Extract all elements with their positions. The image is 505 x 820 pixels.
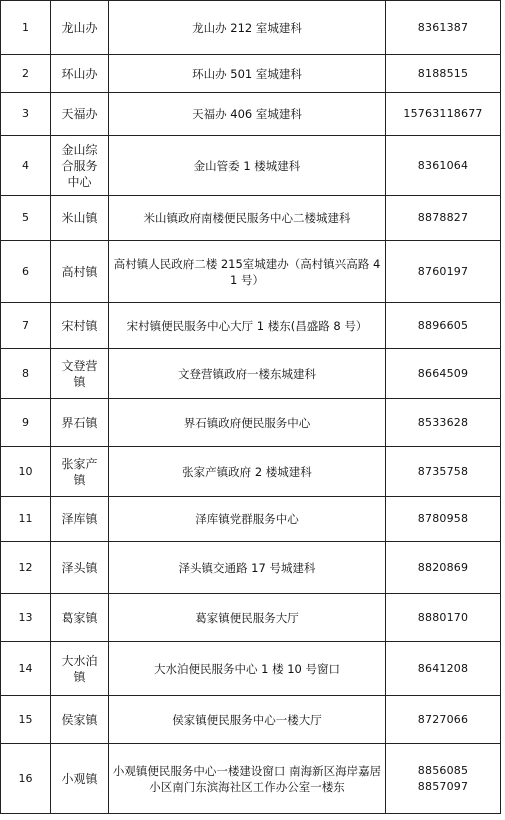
town-name: 泽头镇 — [51, 542, 109, 594]
phone-number: 8727066 — [386, 696, 501, 744]
table-row — [1, 642, 501, 696]
phone-number: 8760197 — [386, 241, 501, 303]
table-row — [1, 349, 501, 399]
table-row — [1, 696, 501, 744]
office-address: 天福办 406 室城建科 — [109, 93, 386, 136]
table-row — [1, 447, 501, 497]
row-number: 4 — [1, 136, 51, 196]
town-name: 宋村镇 — [51, 303, 109, 349]
phone-number: 8735758 — [386, 447, 501, 497]
row-number: 15 — [1, 696, 51, 744]
table-row — [1, 1, 501, 55]
office-address: 环山办 501 室城建科 — [109, 55, 386, 93]
phone-number: 8896605 — [386, 303, 501, 349]
table-row — [1, 93, 501, 136]
office-address: 界石镇政府便民服务中心 — [109, 399, 386, 447]
phone-number: 8856085 8857097 — [386, 744, 501, 814]
row-number: 14 — [1, 642, 51, 696]
phone-number: 8878827 — [386, 196, 501, 241]
office-address: 侯家镇便民服务中心一楼大厅 — [109, 696, 386, 744]
office-address: 葛家镇便民服务大厅 — [109, 594, 386, 642]
row-number: 3 — [1, 93, 51, 136]
office-address: 张家产镇政府 2 楼城建科 — [109, 447, 386, 497]
town-name: 龙山办 — [51, 1, 109, 55]
row-number: 8 — [1, 349, 51, 399]
row-number: 13 — [1, 594, 51, 642]
town-name: 高村镇 — [51, 241, 109, 303]
town-name: 泽库镇 — [51, 497, 109, 542]
phone-number: 8820869 — [386, 542, 501, 594]
row-number: 2 — [1, 55, 51, 93]
row-number: 7 — [1, 303, 51, 349]
phone-number: 8533628 — [386, 399, 501, 447]
office-address: 米山镇政府南楼便民服务中心二楼城建科 — [109, 196, 386, 241]
phone-number: 8641208 — [386, 642, 501, 696]
town-name: 金山综合服务中心 — [51, 136, 109, 196]
table-row — [1, 241, 501, 303]
office-address: 泽库镇党群服务中心 — [109, 497, 386, 542]
town-name: 葛家镇 — [51, 594, 109, 642]
table-row — [1, 136, 501, 196]
town-name: 天福办 — [51, 93, 109, 136]
town-name: 界石镇 — [51, 399, 109, 447]
row-number: 16 — [1, 744, 51, 814]
table-row — [1, 744, 501, 814]
town-name: 文登营镇 — [51, 349, 109, 399]
office-address: 宋村镇便民服务中心大厅 1 楼东(昌盛路 8 号） — [109, 303, 386, 349]
office-address: 小观镇便民服务中心一楼建设窗口 南海新区海岸嘉居小区南门东滨海社区工作办公室一楼东 — [109, 744, 386, 814]
table-row — [1, 594, 501, 642]
table-row — [1, 542, 501, 594]
phone-number: 8664509 — [386, 349, 501, 399]
office-address: 文登营镇政府一楼东城建科 — [109, 349, 386, 399]
phone-number: 8188515 — [386, 55, 501, 93]
row-number: 12 — [1, 542, 51, 594]
office-address: 金山管委 1 楼城建科 — [109, 136, 386, 196]
table-row — [1, 55, 501, 93]
row-number: 1 — [1, 1, 51, 55]
phone-number: 8780958 — [386, 497, 501, 542]
town-name: 侯家镇 — [51, 696, 109, 744]
table-row — [1, 303, 501, 349]
row-number: 6 — [1, 241, 51, 303]
row-number: 10 — [1, 447, 51, 497]
town-name: 大水泊镇 — [51, 642, 109, 696]
table-row — [1, 497, 501, 542]
town-name: 米山镇 — [51, 196, 109, 241]
row-number: 11 — [1, 497, 51, 542]
phone-number: 8361064 — [386, 136, 501, 196]
table-row — [1, 196, 501, 241]
town-name: 环山办 — [51, 55, 109, 93]
phone-number: 15763118677 — [386, 93, 501, 136]
row-number: 9 — [1, 399, 51, 447]
office-address: 泽头镇交通路 17 号城建科 — [109, 542, 386, 594]
office-address: 大水泊便民服务中心 1 楼 10 号窗口 — [109, 642, 386, 696]
phone-number: 8880170 — [386, 594, 501, 642]
office-address: 高村镇人民政府二楼 215室城建办（高村镇兴高路 41 号） — [109, 241, 386, 303]
town-name: 小观镇 — [51, 744, 109, 814]
row-number: 5 — [1, 196, 51, 241]
town-name: 张家产镇 — [51, 447, 109, 497]
phone-number: 8361387 — [386, 1, 501, 55]
table-row — [1, 399, 501, 447]
office-address: 龙山办 212 室城建科 — [109, 1, 386, 55]
